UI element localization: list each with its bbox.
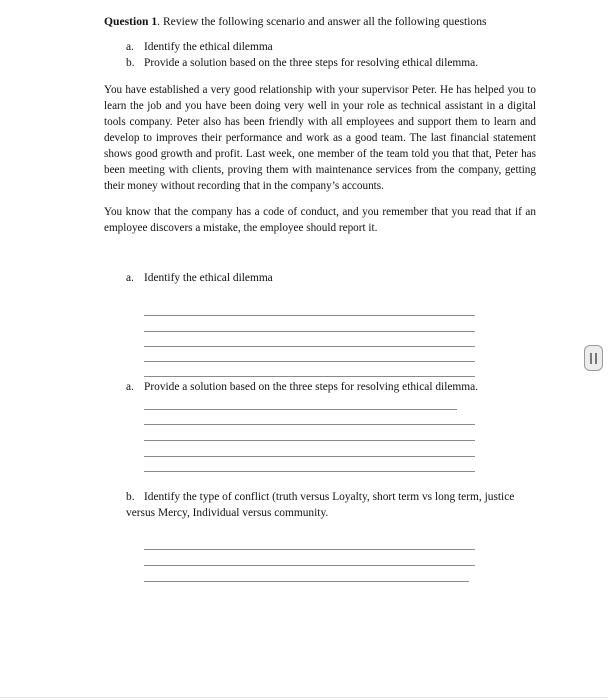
answer-line xyxy=(144,549,475,550)
scenario-paragraph-1: You have established a very good relationship with your supervisor Peter. He has helped you to learn the job and you have been doing very well in your role as technical assistant in a digital tools company. Peter also has been friendly with all employees and support them to learn and develop to improves their performance and work as a good team. The last financial statement shows good growth and profit. Last week, one member of the team told you that that, Peter has been meeting with clients, proving them with maintenance services from the company, getting their money without recording that in the company’s accounts. xyxy=(104,84,536,192)
answer-line xyxy=(144,361,475,362)
answer-a-text: Identify the ethical dilemma xyxy=(144,272,273,284)
question-heading xyxy=(104,15,487,28)
answer-b-marker: b. xyxy=(126,491,135,503)
question-instruction: . Review the following scenario and answer all the following questions xyxy=(157,15,487,28)
task-a-text: Identify the ethical dilemma xyxy=(144,41,273,53)
answer-a-marker: a. xyxy=(126,272,134,284)
task-b-marker: b. xyxy=(126,57,135,69)
answer-line xyxy=(144,331,475,332)
answer-b-question xyxy=(126,489,546,521)
grip-line-icon xyxy=(590,353,592,364)
answer-line xyxy=(144,581,469,582)
grip-line-icon xyxy=(595,353,597,364)
answer-a2-question xyxy=(126,379,478,395)
answer-b-text: Identify the type of conflict (truth versus Loyalty, short term vs long term, justice versus Mercy, Individual versus community. xyxy=(126,491,515,519)
scenario-paragraph-2: You know that the company has a code of conduct, and you remember that you read that if an employee discovers a mistake, the employee should report it. xyxy=(104,206,536,234)
scrollbar-handle[interactable] xyxy=(584,345,603,371)
answer-line xyxy=(144,471,475,472)
answer-line xyxy=(144,565,475,566)
question-label: Question 1 xyxy=(104,15,158,28)
answer-line xyxy=(144,409,457,410)
task-a-marker: a. xyxy=(126,41,134,53)
answer-a2-text: Provide a solution based on the three steps for resolving ethical dilemma. xyxy=(144,381,479,393)
answer-line xyxy=(144,424,475,425)
answer-a-question xyxy=(126,270,273,286)
task-b-text: Provide a solution based on the three steps for resolving ethical dilemma. xyxy=(144,57,479,69)
answer-a2-marker: a. xyxy=(126,381,134,393)
task-b xyxy=(126,57,478,69)
answer-line xyxy=(144,440,475,441)
answer-line xyxy=(144,346,475,347)
page-bottom-edge xyxy=(0,697,608,698)
answer-line xyxy=(144,315,475,316)
answer-line xyxy=(144,376,475,377)
task-a xyxy=(126,41,273,53)
answer-line xyxy=(144,456,475,457)
